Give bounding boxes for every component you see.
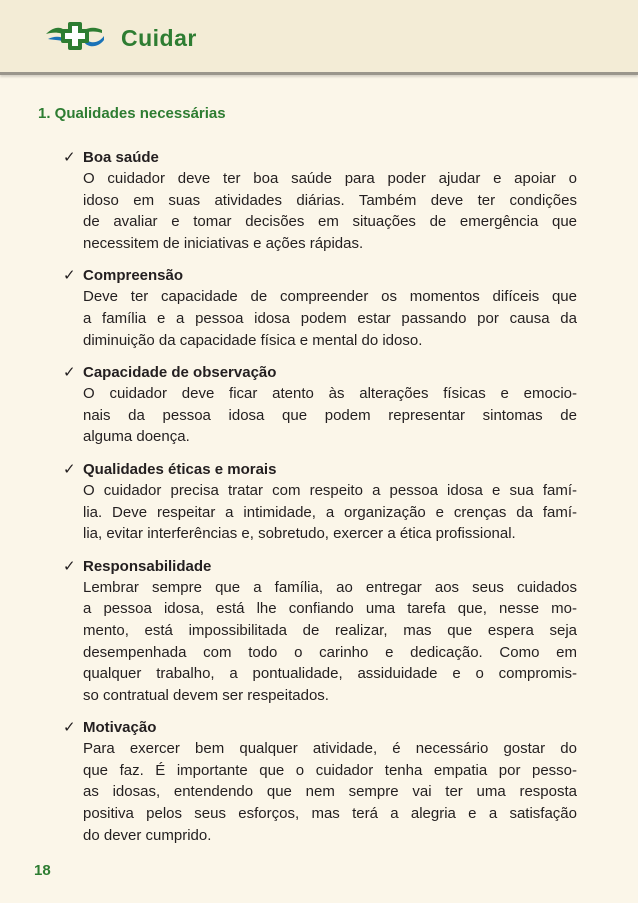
list-item [63, 459, 577, 545]
checkmark-icon: ✓ [63, 364, 76, 382]
item-text-line: diminuição da capacidade física e mental do idoso. [83, 331, 423, 349]
item-text-line: as idosas, entendendo que nem sempre vai ter uma resposta [83, 783, 577, 801]
item-text-line: qualquer trabalho, a pontualidade, assiduidade e o compromis- [83, 665, 577, 683]
item-text-line: idoso em suas atividades diárias. Também deve ter condições [83, 191, 577, 209]
list-item [63, 362, 577, 448]
item-text-line: positiva pelos seus esforços, mas terá a alegria e a satisfação [83, 805, 577, 823]
qualities-list [63, 147, 577, 857]
brand-title: Cuidar [121, 25, 197, 51]
checkmark-icon: ✓ [63, 267, 76, 285]
item-heading [63, 147, 577, 168]
item-title: Boa saúde [83, 149, 159, 166]
cross-with-wings-logo-icon [44, 20, 106, 52]
checkmark-icon: ✓ [63, 719, 76, 737]
item-text-line: alguma doença. [83, 428, 190, 446]
item-title: Motivação [83, 719, 157, 737]
list-item [63, 147, 577, 254]
list-item [63, 717, 577, 846]
item-text-line: lia, evitar interferências e, sobretudo, exercer a ética profissional. [83, 525, 516, 543]
item-text-line: necessitem de iniciativas e ações rápidas. [83, 234, 364, 252]
list-item [63, 556, 577, 707]
page-header [0, 0, 638, 75]
list-item [63, 265, 577, 351]
item-text-line: lia. Deve respeitar a intimidade, a organização e crenças da famí- [83, 503, 577, 521]
item-text-line: Para exercer bem qualquer atividade, é necessário gostar do [83, 740, 577, 758]
item-text-line: que faz. É importante que o cuidador tenha empatia por pesso- [83, 761, 577, 779]
section-title: 1. Qualidades necessárias [38, 105, 226, 122]
item-text-line: de avaliar e tomar decisões em situações de emergência que [83, 213, 577, 231]
page-number: 18 [34, 862, 51, 879]
item-text-line: Lembrar sempre que a família, ao entregar aos seus cuidados [83, 578, 577, 596]
item-heading [63, 265, 577, 286]
item-text-line: do dever cumprido. [83, 826, 212, 844]
item-heading [63, 717, 577, 738]
item-text-line: a família e a pessoa idosa podem estar passando por causa da [83, 309, 577, 327]
item-text-line: mento, está impossibilitada de realizar, mas que espera seja [83, 621, 577, 639]
item-heading [63, 362, 577, 383]
item-text-line: so contratual devem ser respeitados. [83, 686, 329, 704]
item-text-line: a pessoa idosa, está lhe confiando uma tarefa que, nesse mo- [83, 600, 577, 618]
checkmark-icon: ✓ [63, 460, 76, 478]
item-title: Compreensão [83, 267, 184, 285]
item-heading [63, 459, 577, 480]
item-text-line: O cuidador deve ficar atento às alterações físicas e emocio- [83, 385, 577, 403]
item-text-line: nais da pessoa idosa que podem representar sintomas de [83, 406, 577, 424]
item-text-line: O cuidador deve ter boa saúde para poder ajudar e apoiar o [83, 170, 577, 187]
item-text-line: desempenhada com todo o carinho e dedicação. Como em [83, 643, 577, 661]
item-title: Responsabilidade [83, 557, 212, 575]
item-heading [63, 556, 577, 577]
item-text-line: Deve ter capacidade de compreender os momentos difíceis que [83, 288, 577, 306]
item-title: Qualidades éticas e morais [83, 460, 277, 478]
item-text-line: O cuidador precisa tratar com respeito a pessoa idosa e sua famí- [83, 481, 577, 499]
checkmark-icon: ✓ [63, 149, 76, 166]
item-title: Capacidade de observação [83, 364, 277, 382]
checkmark-icon: ✓ [63, 557, 76, 575]
